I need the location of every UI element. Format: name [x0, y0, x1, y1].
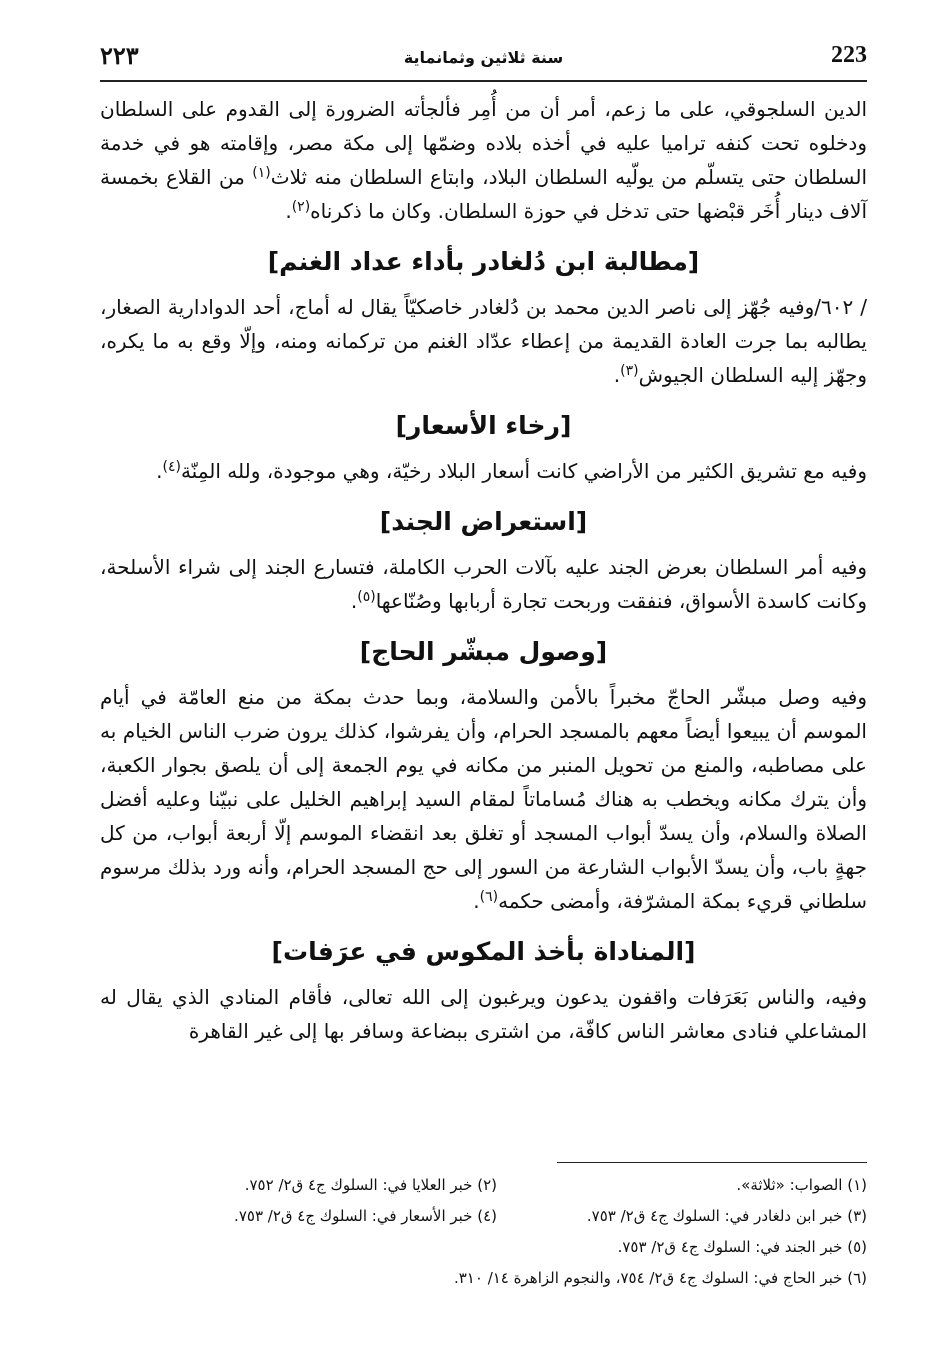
footnote-ref-5: (٥)	[357, 589, 376, 605]
footnote-ref-4: (٤)	[162, 459, 181, 475]
footnote-3: (٣) خبر ابن دلغادر في: السلوك ج٤ ق٢/ ٧٥٣.	[586, 1207, 867, 1225]
footnote-ref-3: (٣)	[620, 363, 639, 379]
page-body	[100, 92, 867, 1048]
footnote-row	[120, 1201, 867, 1232]
paragraph-2	[100, 290, 867, 392]
paragraph-5-text: وفيه وصل مبشّر الحاجّ مخبراً بالأمن والسلامة، وبما حدث بمكة من منع العامّة في أيام الموسم أن يبيعوا أيضاً معهم بالمسجد الحرام، وأن يفرشوا، كذلك يرون ضرب الناس الخيام به على مصاطبه، والمنع من تحويل المنبر من مكانه في يوم الجمعة إلى أن يلصق بجوار الكعبة، وأن يترك مكانه ويخطب به هناك مُساماتاً لمقام السيد إبراهيم الخليل على نبيّنا وعليه أفضل الصلاة والسلام، وأن يسدّ أبواب المسجد أو تغلق بعد انقضاء الموسم إلّا أربعة أبواب، من كل جهةٍ باب، وأن يسدّ الأبواب الشارعة من السور إلى حج المسجد الحرام، وأنه ورد بذلك مرسوم سلطاني قريء بمكة المشرّفة، وأمضى حكمه	[100, 685, 867, 913]
paragraph-1-text-b: من القلاع بخمسة آلاف دينار أُخَر قبْضها حتى تدخل في حوزة السلطان. وكان ما ذكرناه	[100, 165, 867, 223]
footnote-row	[120, 1232, 867, 1263]
paragraph-1	[100, 92, 867, 228]
section-heading-2: [رخاء الأسعار]	[395, 411, 572, 440]
footnote-ref-1: (١)	[252, 165, 271, 181]
footnote-4: (٤) خبر الأسعار في: السلوك ج٤ ق٢/ ٧٥٣.	[234, 1207, 497, 1225]
paragraph-4-text: وفيه أمر السلطان بعرض الجند عليه بآلات الحرب الكاملة، فتسارع الجند إلى شراء الأسلحة، وكانت كاسدة الأسواق، فنفقت وربحت تجارة أربابها وصُنّاعها	[100, 555, 867, 613]
footnote-row	[120, 1170, 867, 1201]
section-heading-1: [مطالبة ابن دُلغادر بأداء عداد الغنم]	[267, 247, 700, 276]
section-heading-5: [المناداة بأخذ المكوس في عرَفات]	[271, 937, 696, 966]
paragraph-1-text: الدين السلجوقي، على ما زعم، أمر أن من أُمِر فألجأته الضرورة إلى القدوم على السلطان ودخلوه تحت كنفه تراميا عليه في أخذه بلاده وضمّها إلى مكة مصر، وإقامته هو في خدمة السلطان حتى يتسلّم من يولّيه السلطان البلاد، وابتاع السلطان منه ثلاث	[100, 97, 868, 189]
paragraph-6	[100, 980, 867, 1048]
paragraph-4-end: .	[350, 589, 358, 613]
footnotes	[120, 1170, 867, 1294]
page-number-arabic: ٢٢٣	[100, 44, 139, 70]
footnote-1: (١) الصواب: «ثلاثة».	[736, 1176, 867, 1194]
footnote-ref-2: (٢)	[291, 199, 311, 215]
paragraph-6-text: وفيه، والناس بَعَرَفات واقفون يدعون ويرغبون إلى الله تعالى، فأقام المنادي الذي يقال له المشاعلي فنادى معاشر الناس كافّة، من اشترى ببضاعة وسافر بها إلى غير القاهرة	[100, 985, 867, 1043]
paragraph-3-text: وفيه مع تشريق الكثير من الأراضي كانت أسعار البلاد رخيّة، وهي موجودة، ولله المِنّة	[180, 459, 867, 483]
paragraph-5	[100, 680, 867, 918]
footnote-5: (٥) خبر الجند في: السلوك ج٤ ق٢/ ٧٥٣.	[617, 1238, 867, 1256]
paragraph-1-end: .	[285, 199, 292, 223]
paragraph-4	[100, 550, 867, 618]
footnote-ref-6: (٦)	[479, 889, 499, 905]
footnote-rule	[557, 1162, 867, 1163]
paragraph-2-end: .	[613, 363, 621, 387]
header-rule	[100, 80, 867, 82]
paragraph-5-end: .	[473, 889, 480, 913]
page-header	[100, 40, 867, 80]
footnote-2: (٢) خبر العلايا في: السلوك ج٤ ق٢/ ٧٥٢.	[244, 1176, 497, 1194]
footnote-6: (٦) خبر الحاج في: السلوك ج٤ ق٢/ ٧٥٤، والنجوم الزاهرة ١٤/ ٣١٠.	[453, 1269, 867, 1287]
footnote-row	[120, 1263, 867, 1294]
paragraph-3-end: .	[156, 459, 163, 483]
paragraph-2-text: / ٦٠٢/وفيه جُهّز إلى ناصر الدين محمد بن دُلغادر خاصكيّاً يقال له أماج، أحد الدوادارية الصغار، يطالبه بما جرت العادة القديمة من إعطاء عدّاد الغنم من تركمانه ومنه، وإلّا وقع به ما يكره، وجهّز إليه السلطان الجيوش	[100, 295, 867, 387]
section-heading-4: [وصول مبشّر الحاج]	[359, 637, 608, 666]
running-title: سنة ثلاثين وثمانماية	[403, 48, 564, 67]
section-heading-3: [استعراض الجند]	[379, 507, 588, 536]
paragraph-3	[100, 454, 867, 488]
page-number-latin: 223	[831, 42, 867, 68]
